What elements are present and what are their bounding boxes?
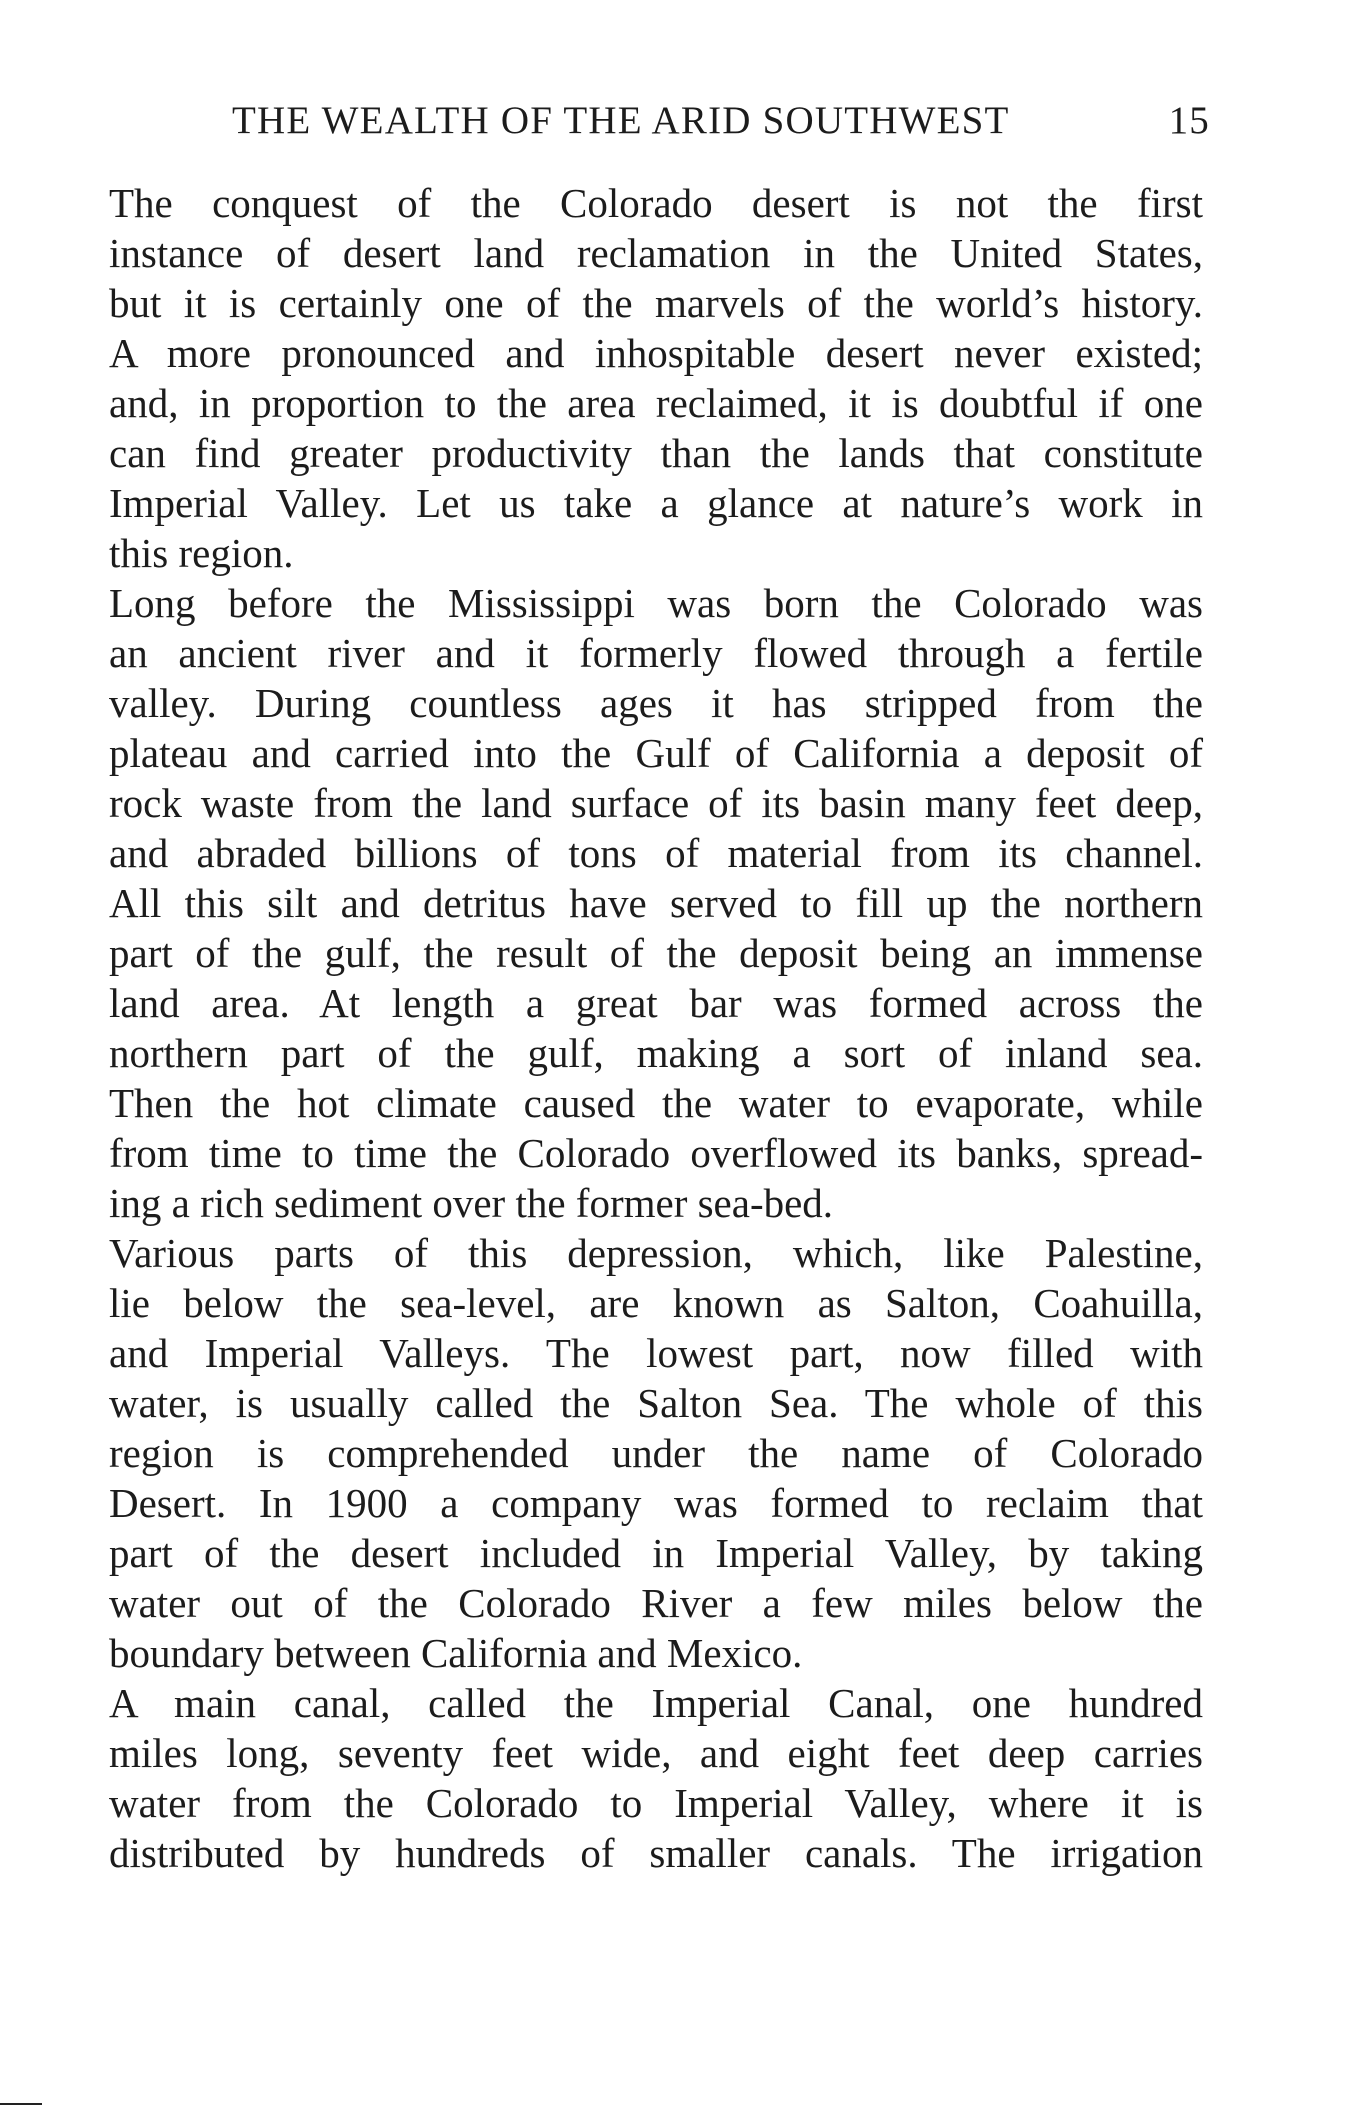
- text-line: rock waste from the land surface of its basin many feet deep,: [109, 780, 1203, 826]
- text-line: Imperial Valley. Let us take a glance at nature’s work in: [109, 480, 1203, 526]
- text-line: can find greater productivity than the lands that constitute: [109, 430, 1203, 476]
- text-line: distributed by hundreds of smaller canals. The irrigation: [109, 1830, 1203, 1876]
- text-line: an ancient river and it formerly flowed through a fertile: [109, 630, 1203, 676]
- text-line: All this silt and detritus have served to fill up the northern: [109, 880, 1203, 926]
- text-line: and, in proportion to the area reclaimed, it is doubtful if one: [109, 380, 1203, 426]
- text-line: and Imperial Valleys. The lowest part, now filled with: [109, 1330, 1203, 1376]
- text-line: instance of desert land reclamation in the United States,: [109, 230, 1203, 276]
- text-line: lie below the sea-level, are known as Salton, Coahuilla,: [109, 1280, 1203, 1326]
- text-line: from time to time the Colorado overflowed its banks, spread-: [109, 1130, 1203, 1176]
- text-line: land area. At length a great bar was formed across the: [109, 980, 1203, 1026]
- text-line: valley. During countless ages it has stripped from the: [109, 680, 1203, 726]
- text-line: Desert. In 1900 a company was formed to reclaim that: [109, 1480, 1203, 1526]
- text-line: part of the gulf, the result of the deposit being an immense: [109, 930, 1203, 976]
- text-line: this region.: [109, 530, 294, 576]
- text-line: Various parts of this depression, which, like Palestine,: [109, 1230, 1203, 1276]
- running-head-title: THE WEALTH OF THE ARID SOUTHWEST: [232, 99, 1010, 142]
- scan-edge-mark: [0, 2103, 42, 2105]
- text-line: region is comprehended under the name of Colorado: [109, 1430, 1203, 1476]
- paragraph-2: [109, 578, 1203, 1228]
- text-line: ing a rich sediment over the former sea-bed.: [109, 1180, 834, 1226]
- text-line: water from the Colorado to Imperial Valley, where it is: [109, 1780, 1203, 1826]
- paragraph-3: [109, 1228, 1203, 1678]
- text-line: miles long, seventy feet wide, and eight feet deep carries: [109, 1730, 1203, 1776]
- text-line: Long before the Mississippi was born the Colorado was: [109, 580, 1203, 626]
- text-line: water out of the Colorado River a few miles below the: [109, 1580, 1203, 1626]
- text-line: Then the hot climate caused the water to evaporate, while: [109, 1080, 1203, 1126]
- text-line: A more pronounced and inhospitable desert never existed;: [109, 330, 1203, 376]
- body-text: [109, 178, 1203, 1878]
- text-line: water, is usually called the Salton Sea. The whole of this: [109, 1380, 1203, 1426]
- text-line: northern part of the gulf, making a sort of inland sea.: [109, 1030, 1203, 1076]
- text-line: boundary between California and Mexico.: [109, 1630, 803, 1676]
- paragraph-4: [109, 1678, 1203, 1878]
- text-line: and abraded billions of tons of material from its channel.: [109, 830, 1203, 876]
- page-number: 15: [1168, 99, 1210, 142]
- text-line: A main canal, called the Imperial Canal, one hundred: [109, 1680, 1203, 1726]
- text-line: The conquest of the Colorado desert is not the first: [109, 180, 1203, 226]
- text-line: but it is certainly one of the marvels of the world’s history.: [109, 280, 1203, 326]
- text-line: plateau and carried into the Gulf of California a deposit of: [109, 730, 1203, 776]
- paragraph-1: [109, 178, 1203, 578]
- running-head: [232, 98, 1210, 150]
- text-line: part of the desert included in Imperial Valley, by taking: [109, 1530, 1203, 1576]
